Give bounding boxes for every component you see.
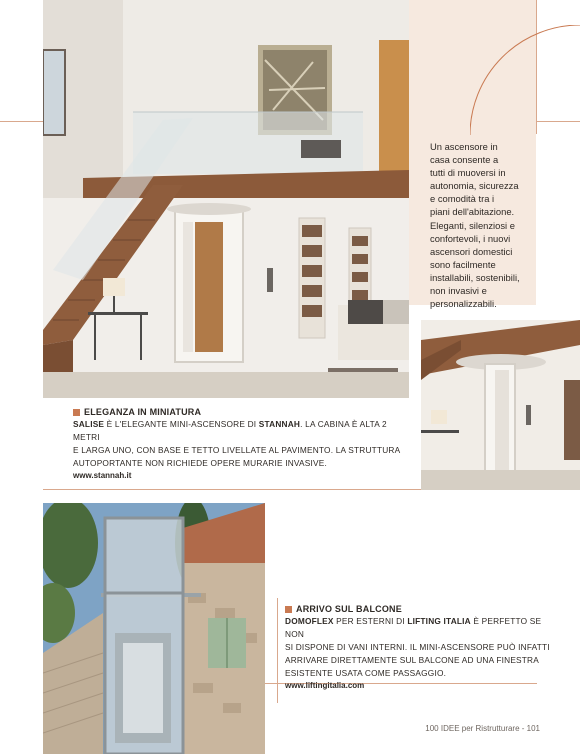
exterior-lift-illustration [43,503,265,754]
article-2-brand-company: LIFTING ITALIA [407,616,471,626]
lift-detail-illustration [421,320,580,490]
article-2-text-b: È PERFETTO SE NON [285,616,542,639]
article-1-brand-company: STANNAH [258,419,301,429]
guide-line-left [0,121,43,122]
article-1-url[interactable]: www.stannah.it [73,471,132,480]
quote-line: installabili, sostenibili, [430,271,520,283]
article-1-heading-text: ELEGANZA IN MINIATURA [84,407,202,417]
article-2-text-a: PER ESTERNI DI [333,616,408,626]
quote-line: personalizzabili. [430,298,497,310]
quote-line: sono facilmente [430,258,496,270]
accent-square-icon [285,606,292,613]
article-2-line-2: SI DISPONE DI VANI INTERNI. IL MINI-ASCENSORE PUÒ INFATTI [285,642,550,652]
living-room-lift-photo [43,0,409,398]
article-1-line-2: E LARGA UNO, CON BASE E TETTO LIVELLATE AL PAVIMENTO. LA STRUTTURA [73,445,401,455]
quote-line: Eleganti, silenziosi e [430,219,515,231]
article-2-brand-model: DOMOFLEX [285,616,334,626]
living-room-illustration [43,0,409,398]
guide-line-vertical-2 [277,598,278,703]
article-2-heading-text: ARRIVO SUL BALCONE [296,604,402,614]
article-1-text-b: . LA CABINA È ALTA 2 METRI [73,419,387,442]
accent-square-icon [73,409,80,416]
lift-detail-photo [421,320,580,490]
article-1-heading [73,407,403,417]
article-2-line-3: ARRIVARE DIRETTAMENTE SUL BALCONE AD UNA FINESTRA [285,655,539,665]
quote-text [430,140,534,310]
quote-line: Un ascensore in [430,141,498,152]
quote-line: ascensori domestici [430,245,513,257]
quote-line: confortevoli, i nuovi [430,232,511,244]
article-2-url[interactable]: www.liftingitalia.com [285,681,365,690]
article-2-heading [285,604,555,614]
article-2-body [285,615,555,680]
article-1-brand-model: SALISE [73,419,105,429]
quote-line: e comodità tra i [430,193,495,205]
article-1-line-3: AUTOPORTANTE NON RICHIEDE OPERE MURARIE INVASIVE. [73,458,327,468]
article-2 [285,604,555,690]
quote-line: autonomia, sicurezza [430,180,519,192]
article-1-body [73,418,403,470]
article-1-text-a: È L'ELEGANTE MINI-ASCENSORE DI [104,419,259,429]
quote-line: non invasivi e [430,285,487,297]
exterior-lift-photo [43,503,265,754]
quote-line: piani dell'abitazione. [430,206,515,218]
article-1 [73,407,403,480]
quote-line: tutti di muoversi in [430,167,506,179]
quote-line: casa consente a [430,154,499,166]
article-2-line-1 [285,615,555,641]
article-2-line-4: ESISTENTE USATA COME PASSAGGIO. [285,668,447,678]
article-1-line-1 [73,418,403,444]
page-footer: 100 IDEE per Ristrutturare - 101 [425,724,540,733]
arc-decoration [470,25,580,135]
